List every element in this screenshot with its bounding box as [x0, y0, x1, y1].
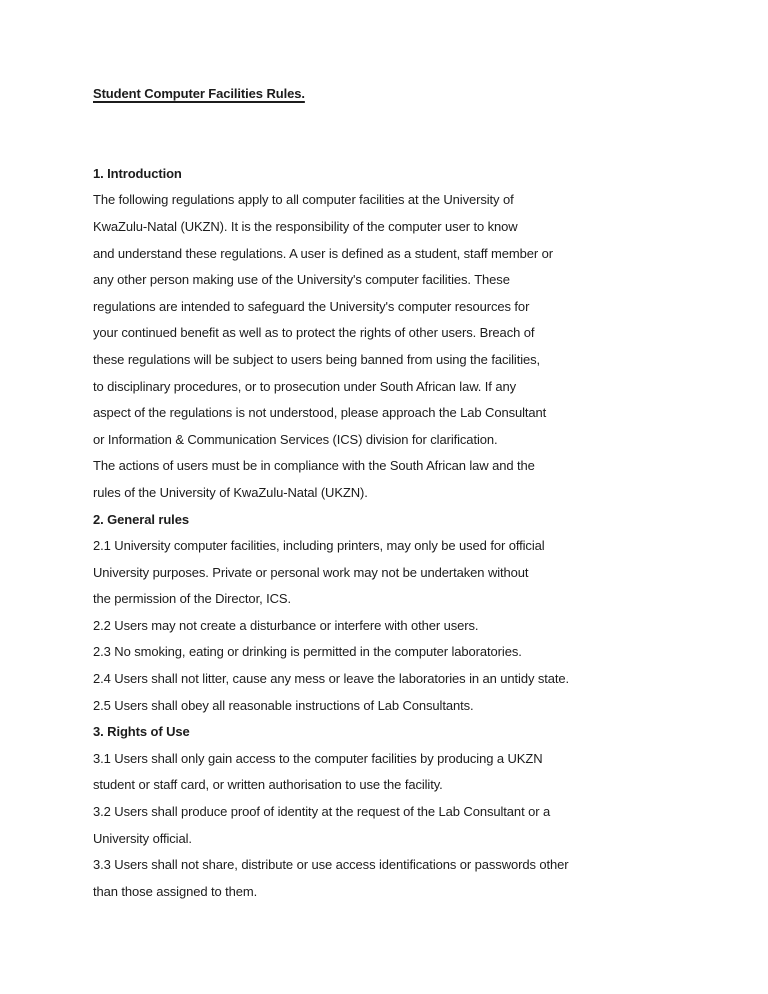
document-line: student or staff card, or written authorisation to use the facility.	[93, 777, 443, 793]
document-line: University purposes. Private or personal work may not be undertaken without	[93, 564, 529, 580]
document-body	[93, 161, 698, 906]
document-line: and understand these regulations. A user is defined as a student, staff member or	[93, 245, 553, 261]
document-title-row	[93, 81, 698, 108]
document-line: or Information & Communication Services (ICS) division for clarification.	[93, 431, 498, 447]
document-title: Student Computer Facilities Rules.	[93, 86, 305, 101]
section-heading: 3. Rights of Use	[93, 724, 190, 740]
section-heading: 1. Introduction	[93, 165, 182, 181]
document-line: these regulations will be subject to users being banned from using the facilities,	[93, 351, 541, 367]
document-line: to disciplinary procedures, or to prosecution under South African law. If any	[93, 378, 516, 394]
document-line: your continued benefit as well as to protect the rights of other users. Breach of	[93, 325, 535, 341]
document-line: 2.2 Users may not create a disturbance or interfere with other users.	[93, 617, 479, 633]
document-line: the permission of the Director, ICS.	[93, 591, 291, 607]
document-line: University official.	[93, 830, 192, 846]
document-line: The actions of users must be in compliance with the South African law and the	[93, 458, 535, 474]
section-heading: 2. General rules	[93, 511, 189, 527]
document-line: regulations are intended to safeguard the University's computer resources for	[93, 298, 530, 314]
document-line: rules of the University of KwaZulu-Natal (UKZN).	[93, 484, 368, 500]
document-line: KwaZulu-Natal (UKZN). It is the responsibility of the computer user to know	[93, 218, 518, 234]
document-line: aspect of the regulations is not understood, please approach the Lab Consultant	[93, 405, 547, 421]
document-content	[93, 81, 698, 905]
document-line: 3.1 Users shall only gain access to the computer facilities by producing a UKZN	[93, 750, 543, 766]
document-line: The following regulations apply to all computer facilities at the University of	[93, 192, 514, 208]
document-line: than those assigned to them.	[93, 883, 258, 899]
document-line: 2.5 Users shall obey all reasonable instructions of Lab Consultants.	[93, 697, 474, 713]
document-line: 2.4 Users shall not litter, cause any mess or leave the laboratories in an untidy state.	[93, 671, 570, 687]
document-line: 2.1 University computer facilities, including printers, may only be used for official	[93, 538, 545, 554]
document-line: 3.3 Users shall not share, distribute or use access identifications or passwords other	[93, 857, 569, 873]
document-line: any other person making use of the University's computer facilities. These	[93, 272, 510, 288]
document-line: 3.2 Users shall produce proof of identity at the request of the Lab Consultant or a	[93, 804, 551, 820]
document-line: 2.3 No smoking, eating or drinking is permitted in the computer laboratories.	[93, 644, 522, 660]
